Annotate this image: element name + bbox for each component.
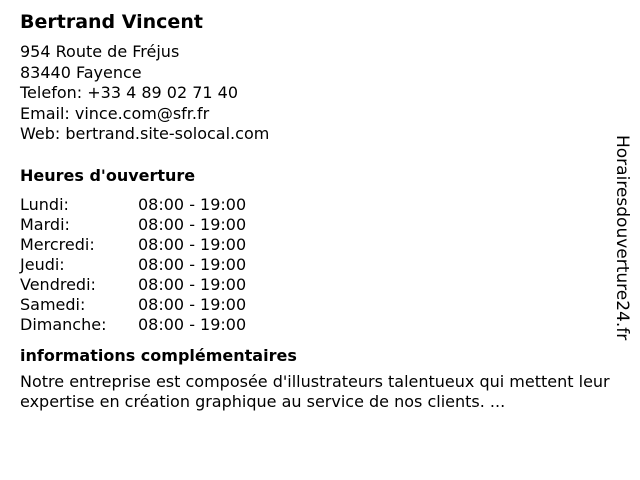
hours-time: 08:00 - 19:00 [138,294,247,314]
hours-row-saturday [20,295,620,315]
hours-row-thursday [20,255,620,275]
hours-table [20,195,620,335]
hours-day: Lundi: [20,194,69,214]
phone-line: Telefon: +33 4 89 02 71 40 [20,83,239,102]
hours-day: Vendredi: [20,274,96,294]
hours-day: Mercredi: [20,234,95,254]
hours-row-friday [20,275,620,295]
business-name: Bertrand Vincent [20,11,203,33]
hours-time: 08:00 - 19:00 [138,234,247,254]
hours-time: 08:00 - 19:00 [138,274,247,294]
hours-day: Jeudi: [20,254,65,274]
hours-row-tuesday [20,215,620,235]
hours-day: Samedi: [20,294,86,314]
business-card [20,8,620,413]
hours-row-sunday [20,315,620,335]
hours-title: Heures d'ouverture [20,165,196,185]
hours-time: 08:00 - 19:00 [138,194,247,214]
web-line: Web: bertrand.site-solocal.com [20,124,270,143]
info-description: Notre entreprise est composée d'illustrateurs talentueux qui mettent leur expertise en création graphique au service de nos clients. ... [20,371,610,411]
hours-day: Dimanche: [20,314,107,334]
hours-time: 08:00 - 19:00 [138,214,247,234]
hours-time: 08:00 - 19:00 [138,314,247,334]
city-address: 83440 Fayence [20,62,142,82]
hours-time: 08:00 - 19:00 [138,254,247,274]
hours-row-monday [20,195,620,215]
street-address: 954 Route de Fréjus [20,42,180,61]
hours-day: Mardi: [20,214,70,234]
info-title: informations complémentaires [20,345,297,365]
hours-row-wednesday [20,235,620,255]
email-line: Email: vince.com@sfr.fr [20,103,210,123]
brand-watermark: Horairesdouverture24.fr [612,135,632,341]
